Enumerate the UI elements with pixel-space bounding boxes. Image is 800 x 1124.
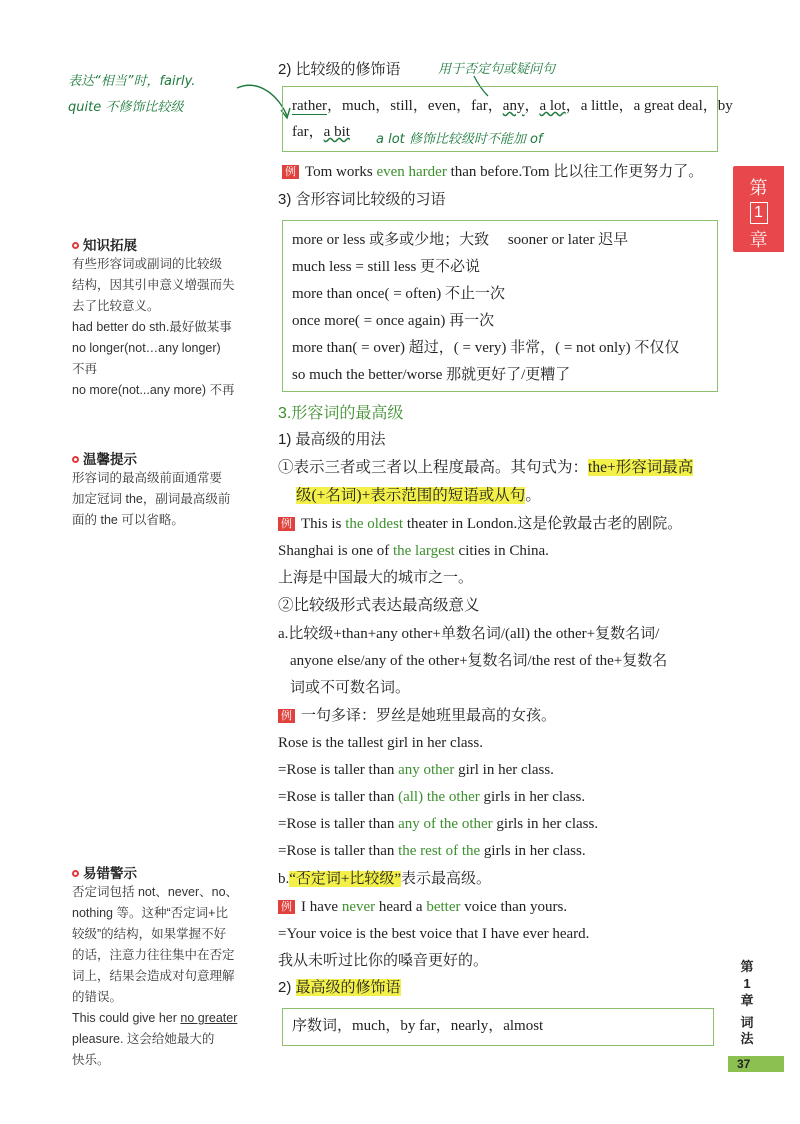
idiom-item: more or less 或多或少地；大致 sooner or later 迟早 xyxy=(292,232,629,248)
idiom-item: much less = still less 更不必说 xyxy=(292,259,481,275)
note-line: no more(not...any more) 不再 xyxy=(72,383,235,397)
rule-1-line-1 xyxy=(278,458,693,478)
rose-highlight: (all) the other xyxy=(398,789,480,805)
example-text: I have xyxy=(301,899,342,915)
example-badge: 例 xyxy=(282,165,299,179)
rose-highlight: the rest of the xyxy=(398,843,481,859)
note-line: 较级”的结构，如果掌握不好 xyxy=(72,927,227,941)
note-text: This could give her xyxy=(72,1011,181,1025)
word-any: any xyxy=(502,98,525,114)
knowledge-body xyxy=(72,254,248,401)
note-line xyxy=(72,1008,248,1029)
rule-2: ②比较级形式表达最高级意义 xyxy=(278,597,480,614)
modifiers-text: ，much，still，even，far， xyxy=(326,98,503,114)
note-line: 的话，注意力往往集中在否定 xyxy=(72,948,235,962)
example-badge: 例 xyxy=(278,709,295,723)
rose-variant xyxy=(278,814,598,834)
example-4 xyxy=(278,706,556,726)
handwritten-note-fairly: 表达“相当”时，fairly. xyxy=(68,74,196,89)
rule-highlight: 级(+名词)+表示范围的短语或从句 xyxy=(296,487,526,504)
example-text: than before.Tom 比以往工作更努力了。 xyxy=(446,164,704,180)
page-number-text: 37 xyxy=(737,1057,751,1071)
errors-title xyxy=(72,862,137,882)
rose-text: girls in her class. xyxy=(480,843,586,859)
footer-title: 词法 xyxy=(740,1015,754,1046)
example-text: Shanghai is one of xyxy=(278,543,393,559)
example-3-translation: 上海是中国最大的城市之一。 xyxy=(278,570,474,586)
page-number xyxy=(728,1056,784,1072)
modifiers-line-1 xyxy=(292,96,733,116)
note-line: 加定冠词 the，副词最高级前 xyxy=(72,492,231,506)
chapter-tab-number: 1 xyxy=(750,202,768,224)
modifiers-text-2: ，a little，a great deal，by xyxy=(565,98,733,114)
example-text: cities in China. xyxy=(454,543,549,559)
example-5-equivalent: =Your voice is the best voice that I have ever heard. xyxy=(278,926,590,942)
chapter-tab-text: 第 xyxy=(749,178,768,198)
rose-text: =Rose is taller than xyxy=(278,816,399,832)
note-line: no longer(not…any longer) xyxy=(72,341,221,355)
bullet-icon xyxy=(72,242,79,249)
note-line: had better do sth.最好做某事 xyxy=(72,320,232,334)
handwritten-note-a-lot: a lot 修饰比较级时不能加 of xyxy=(376,132,543,147)
note-line: nothing 等。这种“否定词+比 xyxy=(72,906,228,920)
rule-2a-line-2: anyone else/any of the other+复数名词/the rest of the+复数名 xyxy=(290,653,668,669)
rose-text: girls in her class. xyxy=(479,789,586,805)
note-line: 的错误。 xyxy=(72,990,123,1004)
section-title-usage: 1) 最高级的用法 xyxy=(278,431,386,448)
rule-text: 。 xyxy=(525,487,541,504)
example-1 xyxy=(282,162,703,182)
idiom-item: so much the better/worse 那就更好了/更糟了 xyxy=(292,367,571,383)
example-text: 一句多译：罗丝是她班里最高的女孩。 xyxy=(301,708,557,724)
example-highlight: the oldest xyxy=(345,516,404,532)
example-2 xyxy=(278,514,682,534)
example-text: heard a xyxy=(375,899,427,915)
example-text: theater in London.这是伦敦最古老的剧院。 xyxy=(403,516,683,532)
section-title-modifiers: 2) 比较级的修饰语 xyxy=(278,61,401,78)
modifiers-line-2 xyxy=(292,122,350,142)
chapter-tab xyxy=(733,166,784,252)
rule-text: b. xyxy=(278,871,290,887)
idiom-item: more than once( = often) 不止一次 xyxy=(292,286,505,302)
footer-text: 章 xyxy=(740,993,754,1008)
handwritten-note-negative: 用于否定句或疑问句 xyxy=(438,62,556,77)
example-5-translation: 我从未听过比你的嗓音更好的。 xyxy=(278,953,489,969)
footer-text: 第 xyxy=(740,959,754,974)
rose-variant xyxy=(278,760,554,780)
tips-title-text: 温馨提示 xyxy=(83,452,137,467)
example-highlight: the largest xyxy=(392,543,455,559)
example-badge: 例 xyxy=(278,517,295,531)
rule-highlight: “否定词+比较级” xyxy=(289,871,402,887)
section-heading-superlative: 3.形容词的最高级 xyxy=(278,405,404,422)
note-underlined: no greater xyxy=(180,1011,238,1025)
note-line: 否定词包括 not、never、no、 xyxy=(72,885,239,899)
sup-modifiers-list: 序数词，much，by far，nearly，almost xyxy=(292,1018,544,1034)
chapter-tab-text: 章 xyxy=(749,230,768,250)
rule-2a-line-1: a.比较级+than+any other+单数名词/(all) the other+复数名词/ xyxy=(278,626,660,642)
idiom-item: more than( = over) 超过，( = very) 非常，( = not only) 不仅仅 xyxy=(292,340,680,356)
rose-sentence: Rose is the tallest girl in her class. xyxy=(278,735,483,751)
tips-title xyxy=(72,448,137,468)
section-title-sup-modifiers xyxy=(278,978,401,998)
rule-1-line-2 xyxy=(296,486,541,506)
footer-text: 1 xyxy=(743,976,751,991)
rose-highlight: any other xyxy=(398,762,455,778)
note-line: 面的 the 可以省略。 xyxy=(72,513,184,527)
footer-chapter-label xyxy=(735,958,759,1047)
rule-2a-line-3: 词或不可数名词。 xyxy=(290,680,411,696)
word-a-lot: a lot xyxy=(539,98,566,114)
example-badge: 例 xyxy=(278,900,295,914)
note-line: 有些形容词或副词的比较级 xyxy=(72,257,223,271)
knowledge-title xyxy=(72,234,137,254)
example-text: Tom works xyxy=(305,164,377,180)
word-a-bit: a bit xyxy=(323,124,350,140)
rose-text: girl in her class. xyxy=(454,762,554,778)
example-5 xyxy=(278,897,567,917)
section-title-idioms: 3) 含形容词比较级的习语 xyxy=(278,191,446,208)
word-far: far， xyxy=(292,124,324,140)
example-text: voice than yours. xyxy=(460,899,568,915)
note-line: 形容词的最高级前面通常要 xyxy=(72,471,223,485)
tips-body xyxy=(72,468,248,531)
example-text: This is xyxy=(301,516,346,532)
rose-highlight: any of the other xyxy=(398,816,493,832)
bullet-icon xyxy=(72,870,79,877)
note-line: 词上，结果会造成对句意理解 xyxy=(72,969,235,983)
rose-variant xyxy=(278,841,586,861)
note-line: 结构，因其引申意义增强而失 xyxy=(72,278,235,292)
note-line: 不再 xyxy=(72,362,98,376)
errors-title-text: 易错警示 xyxy=(83,866,137,881)
rose-variant xyxy=(278,787,585,807)
note-line: pleasure. 这会给她最大的 xyxy=(72,1032,215,1046)
example-3 xyxy=(278,541,549,561)
knowledge-title-text: 知识拓展 xyxy=(83,238,137,253)
handwritten-note-quite: quite 不修饰比较级 xyxy=(68,100,184,115)
rule-highlight: the+形容词最高 xyxy=(588,459,694,476)
rule-2b xyxy=(278,869,491,889)
bullet-icon xyxy=(72,456,79,463)
errors-body xyxy=(72,882,248,1071)
word-rather: rather xyxy=(292,98,327,114)
rose-text: =Rose is taller than xyxy=(278,789,399,805)
modifiers-comma: ， xyxy=(524,98,540,114)
section-number: 2) xyxy=(278,979,296,996)
example-highlight: better xyxy=(426,899,461,915)
example-highlight: never xyxy=(341,899,376,915)
idiom-item: once more( = once again) 再一次 xyxy=(292,313,495,329)
note-line: 去了比较意义。 xyxy=(72,299,160,313)
rose-text: =Rose is taller than xyxy=(278,762,399,778)
note-line: 快乐。 xyxy=(72,1053,110,1067)
rule-text: 表示最高级。 xyxy=(401,871,492,887)
section-highlight: 最高级的修饰语 xyxy=(295,979,401,996)
rose-text: =Rose is taller than xyxy=(278,843,399,859)
rule-text: ①表示三者或三者以上程度最高。其句式为： xyxy=(278,459,589,476)
rose-text: girls in her class. xyxy=(492,816,599,832)
example-highlight: even harder xyxy=(376,164,447,180)
